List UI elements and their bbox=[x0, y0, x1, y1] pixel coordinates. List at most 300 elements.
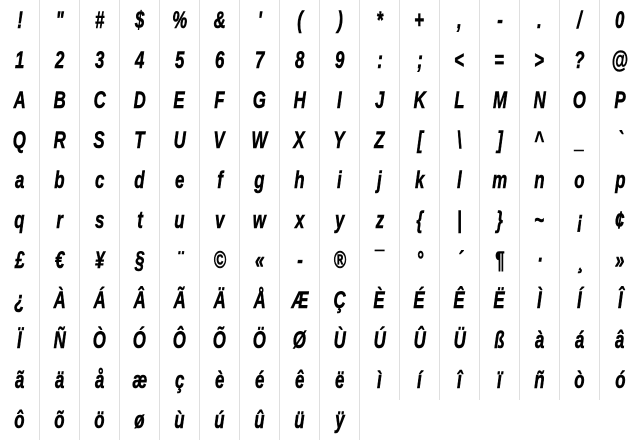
glyph-cell bbox=[200, 80, 240, 120]
glyph: t bbox=[136, 207, 143, 234]
charmap-row bbox=[0, 280, 640, 320]
glyph: Â bbox=[133, 287, 146, 314]
glyph: ! bbox=[16, 7, 23, 34]
glyph: 7 bbox=[254, 47, 265, 74]
glyph-cell bbox=[440, 320, 480, 360]
glyph: o bbox=[574, 167, 585, 194]
glyph-cell bbox=[280, 80, 320, 120]
glyph-cell bbox=[320, 0, 360, 40]
glyph: £ bbox=[14, 247, 25, 274]
glyph-cell bbox=[240, 280, 280, 320]
glyph: 8 bbox=[294, 47, 305, 74]
glyph-cell bbox=[280, 40, 320, 80]
glyph: O bbox=[572, 87, 587, 114]
glyph: H bbox=[293, 87, 306, 114]
glyph: ¥ bbox=[94, 247, 105, 274]
glyph: Ö bbox=[252, 327, 267, 354]
glyph-cell bbox=[560, 240, 600, 280]
glyph-cell bbox=[440, 120, 480, 160]
glyph-cell bbox=[520, 240, 560, 280]
glyph-cell bbox=[400, 0, 440, 40]
glyph-cell bbox=[360, 40, 400, 80]
glyph-cell bbox=[560, 120, 600, 160]
glyph-cell bbox=[440, 240, 480, 280]
glyph-cell bbox=[200, 40, 240, 80]
glyph-cell bbox=[40, 40, 80, 80]
glyph-cell bbox=[160, 120, 200, 160]
glyph-cell bbox=[520, 0, 560, 40]
glyph: « bbox=[254, 247, 265, 274]
charmap-row bbox=[0, 200, 640, 240]
glyph-cell bbox=[40, 0, 80, 40]
glyph: ô bbox=[14, 407, 25, 434]
glyph: í bbox=[417, 367, 422, 394]
glyph: ? bbox=[574, 47, 585, 74]
charmap-row bbox=[0, 0, 640, 40]
glyph: b bbox=[54, 167, 65, 194]
glyph-cell bbox=[360, 0, 400, 40]
glyph: g bbox=[254, 167, 265, 194]
glyph-cell bbox=[560, 0, 600, 40]
glyph: S bbox=[93, 127, 106, 154]
glyph-cell bbox=[480, 360, 520, 400]
glyph-cell bbox=[400, 320, 440, 360]
glyph: D bbox=[133, 87, 146, 114]
glyph: ß bbox=[494, 327, 505, 354]
glyph-cell bbox=[480, 320, 520, 360]
glyph-cell bbox=[480, 280, 520, 320]
glyph-cell bbox=[160, 40, 200, 80]
glyph-cell bbox=[360, 120, 400, 160]
glyph-cell bbox=[320, 280, 360, 320]
glyph-cell bbox=[160, 240, 200, 280]
glyph-cell bbox=[160, 80, 200, 120]
glyph: ñ bbox=[534, 367, 545, 394]
glyph-cell bbox=[520, 280, 560, 320]
glyph: ¸ bbox=[576, 247, 583, 274]
glyph-cell bbox=[120, 320, 160, 360]
glyph-cell bbox=[560, 280, 600, 320]
glyph: h bbox=[294, 167, 305, 194]
glyph-cell bbox=[40, 200, 80, 240]
glyph-cell bbox=[520, 120, 560, 160]
glyph: ú bbox=[214, 407, 225, 434]
glyph-cell bbox=[480, 240, 520, 280]
glyph-cell bbox=[600, 240, 640, 280]
glyph-cell bbox=[160, 360, 200, 400]
glyph: ^ bbox=[534, 127, 545, 154]
glyph-cell bbox=[600, 0, 640, 40]
glyph-cell bbox=[360, 280, 400, 320]
glyph: X bbox=[293, 127, 306, 154]
glyph-cell bbox=[120, 360, 160, 400]
glyph-cell bbox=[120, 120, 160, 160]
glyph: Æ bbox=[291, 287, 308, 314]
glyph: 4 bbox=[134, 47, 145, 74]
glyph: Î bbox=[617, 287, 623, 314]
glyph-cell bbox=[360, 360, 400, 400]
glyph-cell bbox=[40, 280, 80, 320]
glyph: Ñ bbox=[53, 327, 66, 354]
glyph: î bbox=[457, 367, 462, 394]
glyph: à bbox=[534, 327, 545, 354]
glyph-cell bbox=[120, 400, 160, 440]
glyph: " bbox=[55, 7, 64, 34]
glyph: * bbox=[376, 7, 383, 34]
glyph: = bbox=[494, 47, 505, 74]
glyph-cell bbox=[560, 200, 600, 240]
glyph: E bbox=[173, 87, 186, 114]
glyph-cell bbox=[280, 160, 320, 200]
glyph-cell bbox=[80, 200, 120, 240]
glyph: | bbox=[457, 207, 462, 234]
glyph: ° bbox=[416, 247, 423, 274]
glyph: 3 bbox=[94, 47, 105, 74]
glyph-cell bbox=[440, 360, 480, 400]
glyph-cell bbox=[240, 200, 280, 240]
glyph-cell bbox=[480, 0, 520, 40]
glyph: % bbox=[172, 7, 187, 34]
glyph-cell bbox=[280, 240, 320, 280]
glyph: i bbox=[337, 167, 342, 194]
glyph: V bbox=[213, 127, 226, 154]
glyph-cell bbox=[240, 160, 280, 200]
glyph: N bbox=[533, 87, 546, 114]
glyph: Ô bbox=[172, 327, 187, 354]
glyph: / bbox=[577, 7, 582, 34]
glyph-cell bbox=[0, 120, 40, 160]
glyph-cell bbox=[520, 360, 560, 400]
glyph: . bbox=[537, 7, 542, 34]
glyph-cell bbox=[360, 160, 400, 200]
glyph-cell bbox=[160, 320, 200, 360]
glyph: ï bbox=[497, 367, 502, 394]
glyph: [ bbox=[416, 127, 423, 154]
glyph-cell bbox=[320, 240, 360, 280]
glyph: ù bbox=[174, 407, 185, 434]
glyph-cell bbox=[80, 160, 120, 200]
glyph: ê bbox=[294, 367, 305, 394]
glyph: Z bbox=[374, 127, 385, 154]
glyph-cell bbox=[400, 80, 440, 120]
glyph: 5 bbox=[174, 47, 185, 74]
glyph: > bbox=[534, 47, 545, 74]
glyph-cell bbox=[40, 400, 80, 440]
glyph: & bbox=[213, 7, 226, 34]
glyph-cell bbox=[240, 120, 280, 160]
empty-grid-area bbox=[360, 400, 640, 440]
glyph: Ç bbox=[333, 287, 346, 314]
glyph-cell bbox=[440, 0, 480, 40]
glyph: € bbox=[54, 247, 65, 274]
glyph-cell bbox=[160, 160, 200, 200]
glyph: ö bbox=[94, 407, 105, 434]
glyph: æ bbox=[132, 367, 147, 394]
glyph-cell bbox=[240, 40, 280, 80]
glyph: c bbox=[94, 167, 105, 194]
glyph-cell bbox=[0, 320, 40, 360]
glyph: F bbox=[214, 87, 225, 114]
glyph-cell bbox=[440, 40, 480, 80]
glyph: ´ bbox=[456, 247, 463, 274]
glyph: - bbox=[296, 247, 303, 274]
glyph: I bbox=[337, 87, 342, 114]
glyph: C bbox=[93, 87, 106, 114]
glyph: A bbox=[13, 87, 26, 114]
glyph: Ó bbox=[132, 327, 147, 354]
glyph: # bbox=[94, 7, 105, 34]
glyph: a bbox=[14, 167, 25, 194]
glyph-cell bbox=[600, 200, 640, 240]
glyph: r bbox=[56, 207, 63, 234]
glyph-cell bbox=[0, 360, 40, 400]
glyph-cell bbox=[160, 280, 200, 320]
glyph-cell bbox=[120, 240, 160, 280]
glyph-cell bbox=[240, 320, 280, 360]
charmap-row bbox=[0, 400, 640, 440]
glyph: k bbox=[414, 167, 425, 194]
glyph: ¯ bbox=[374, 247, 385, 274]
glyph: © bbox=[213, 247, 226, 274]
glyph: Y bbox=[333, 127, 346, 154]
glyph: Å bbox=[253, 287, 266, 314]
glyph: e bbox=[174, 167, 185, 194]
glyph-cell bbox=[480, 40, 520, 80]
glyph: R bbox=[53, 127, 66, 154]
glyph-cell bbox=[40, 320, 80, 360]
glyph-cell bbox=[480, 160, 520, 200]
glyph-cell bbox=[560, 360, 600, 400]
glyph-cell bbox=[40, 240, 80, 280]
glyph: ® bbox=[333, 247, 346, 274]
glyph-cell bbox=[600, 160, 640, 200]
glyph: w bbox=[252, 207, 267, 234]
glyph-cell bbox=[80, 400, 120, 440]
charmap-row bbox=[0, 40, 640, 80]
glyph-cell bbox=[520, 160, 560, 200]
glyph: ~ bbox=[534, 207, 545, 234]
glyph-cell bbox=[600, 360, 640, 400]
charmap-row bbox=[0, 320, 640, 360]
glyph-cell bbox=[80, 240, 120, 280]
glyph-cell bbox=[200, 400, 240, 440]
glyph: d bbox=[134, 167, 145, 194]
glyph-cell bbox=[400, 360, 440, 400]
glyph: · bbox=[536, 247, 543, 274]
glyph: 2 bbox=[54, 47, 65, 74]
glyph: 9 bbox=[334, 47, 345, 74]
glyph: m bbox=[492, 167, 507, 194]
glyph-cell bbox=[200, 200, 240, 240]
glyph: Ú bbox=[373, 327, 386, 354]
glyph-cell bbox=[240, 0, 280, 40]
glyph-cell bbox=[0, 0, 40, 40]
glyph-cell bbox=[520, 80, 560, 120]
glyph: ë bbox=[334, 367, 345, 394]
glyph: ` bbox=[617, 127, 623, 154]
glyph-cell bbox=[80, 0, 120, 40]
glyph: Ü bbox=[453, 327, 466, 354]
glyph-cell bbox=[480, 200, 520, 240]
glyph: Ã bbox=[173, 287, 186, 314]
glyph: Û bbox=[413, 327, 426, 354]
glyph-cell bbox=[80, 40, 120, 80]
glyph-cell bbox=[120, 0, 160, 40]
glyph-cell bbox=[560, 40, 600, 80]
glyph-cell bbox=[360, 240, 400, 280]
glyph: ì bbox=[377, 367, 382, 394]
glyph: ] bbox=[496, 127, 503, 154]
glyph: y bbox=[334, 207, 345, 234]
glyph: ø bbox=[134, 407, 145, 434]
glyph-cell bbox=[600, 320, 640, 360]
glyph-cell bbox=[600, 80, 640, 120]
glyph: _ bbox=[574, 127, 585, 154]
glyph-cell bbox=[40, 160, 80, 200]
charmap-row bbox=[0, 240, 640, 280]
glyph: U bbox=[173, 127, 186, 154]
glyph: ã bbox=[14, 367, 25, 394]
glyph: Q bbox=[12, 127, 27, 154]
glyph-cell bbox=[120, 40, 160, 80]
glyph-cell bbox=[40, 360, 80, 400]
glyph: + bbox=[414, 7, 425, 34]
glyph-cell bbox=[120, 160, 160, 200]
glyph-cell bbox=[480, 120, 520, 160]
glyph: Ä bbox=[213, 287, 226, 314]
glyph-cell bbox=[0, 40, 40, 80]
glyph-cell bbox=[40, 80, 80, 120]
glyph-cell bbox=[280, 0, 320, 40]
glyph-cell bbox=[400, 240, 440, 280]
glyph-cell bbox=[280, 360, 320, 400]
glyph: M bbox=[492, 87, 507, 114]
glyph-cell bbox=[320, 360, 360, 400]
charmap-row bbox=[0, 120, 640, 160]
glyph: Ê bbox=[453, 287, 466, 314]
glyph: » bbox=[615, 247, 625, 274]
glyph-cell bbox=[600, 40, 640, 80]
glyph-cell bbox=[40, 120, 80, 160]
glyph: q bbox=[14, 207, 25, 234]
glyph: Í bbox=[577, 287, 582, 314]
glyph: z bbox=[375, 207, 384, 234]
glyph: è bbox=[214, 367, 225, 394]
glyph: ¡ bbox=[576, 207, 583, 234]
glyph-cell bbox=[200, 240, 240, 280]
glyph-cell bbox=[600, 120, 640, 160]
glyph-cell bbox=[200, 120, 240, 160]
glyph: Ï bbox=[17, 327, 22, 354]
glyph: 6 bbox=[214, 47, 225, 74]
glyph: ¿ bbox=[14, 287, 25, 314]
glyph-cell bbox=[320, 80, 360, 120]
glyph: Ë bbox=[493, 287, 506, 314]
glyph: å bbox=[94, 367, 105, 394]
glyph: É bbox=[413, 287, 426, 314]
glyph-cell bbox=[120, 200, 160, 240]
glyph: , bbox=[457, 7, 462, 34]
glyph: Ø bbox=[292, 327, 307, 354]
glyph: ¶ bbox=[494, 247, 505, 274]
glyph-cell bbox=[560, 80, 600, 120]
glyph: { bbox=[416, 207, 423, 234]
glyph: : bbox=[376, 47, 383, 74]
glyph-cell bbox=[0, 160, 40, 200]
glyph-cell bbox=[160, 200, 200, 240]
glyph: T bbox=[134, 127, 145, 154]
glyph: ( bbox=[296, 7, 303, 34]
glyph: P bbox=[614, 87, 626, 114]
glyph-cell bbox=[360, 200, 400, 240]
glyph-cell bbox=[560, 320, 600, 360]
glyph-cell bbox=[440, 280, 480, 320]
glyph-cell bbox=[0, 400, 40, 440]
glyph: } bbox=[496, 207, 503, 234]
glyph-cell bbox=[320, 200, 360, 240]
glyph: @ bbox=[611, 47, 629, 74]
glyph: K bbox=[413, 87, 426, 114]
glyph: n bbox=[534, 167, 545, 194]
glyph-cell bbox=[600, 280, 640, 320]
glyph-cell bbox=[200, 280, 240, 320]
glyph: v bbox=[214, 207, 225, 234]
glyph-cell bbox=[280, 280, 320, 320]
glyph: ó bbox=[614, 367, 626, 394]
glyph-cell bbox=[440, 80, 480, 120]
glyph-cell bbox=[80, 120, 120, 160]
glyph: W bbox=[251, 127, 268, 154]
glyph-cell bbox=[520, 200, 560, 240]
glyph: G bbox=[252, 87, 267, 114]
glyph-cell bbox=[240, 80, 280, 120]
glyph-cell bbox=[0, 200, 40, 240]
glyph-cell bbox=[80, 360, 120, 400]
glyph-cell bbox=[240, 400, 280, 440]
glyph-cell bbox=[80, 80, 120, 120]
glyph-cell bbox=[560, 160, 600, 200]
glyph-cell bbox=[440, 160, 480, 200]
glyph: B bbox=[53, 87, 66, 114]
glyph: â bbox=[615, 327, 625, 354]
glyph-cell bbox=[320, 40, 360, 80]
glyph: ¢ bbox=[615, 207, 625, 234]
glyph-cell bbox=[480, 80, 520, 120]
glyph: ü bbox=[294, 407, 305, 434]
glyph: \ bbox=[457, 127, 462, 154]
glyph: ; bbox=[416, 47, 423, 74]
glyph-cell bbox=[240, 360, 280, 400]
glyph-cell bbox=[400, 120, 440, 160]
glyph-cell bbox=[200, 360, 240, 400]
glyph: û bbox=[254, 407, 265, 434]
glyph: õ bbox=[54, 407, 65, 434]
glyph-cell bbox=[80, 320, 120, 360]
glyph-cell bbox=[280, 120, 320, 160]
glyph: $ bbox=[134, 7, 145, 34]
glyph: < bbox=[454, 47, 465, 74]
glyph: § bbox=[134, 247, 145, 274]
glyph: s bbox=[94, 207, 105, 234]
glyph: é bbox=[254, 367, 265, 394]
glyph: 1 bbox=[14, 47, 25, 74]
glyph: f bbox=[216, 167, 223, 194]
glyph: Õ bbox=[212, 327, 227, 354]
glyph-cell bbox=[520, 40, 560, 80]
glyph-cell bbox=[0, 240, 40, 280]
glyph: ç bbox=[174, 367, 185, 394]
glyph: p bbox=[614, 167, 626, 194]
